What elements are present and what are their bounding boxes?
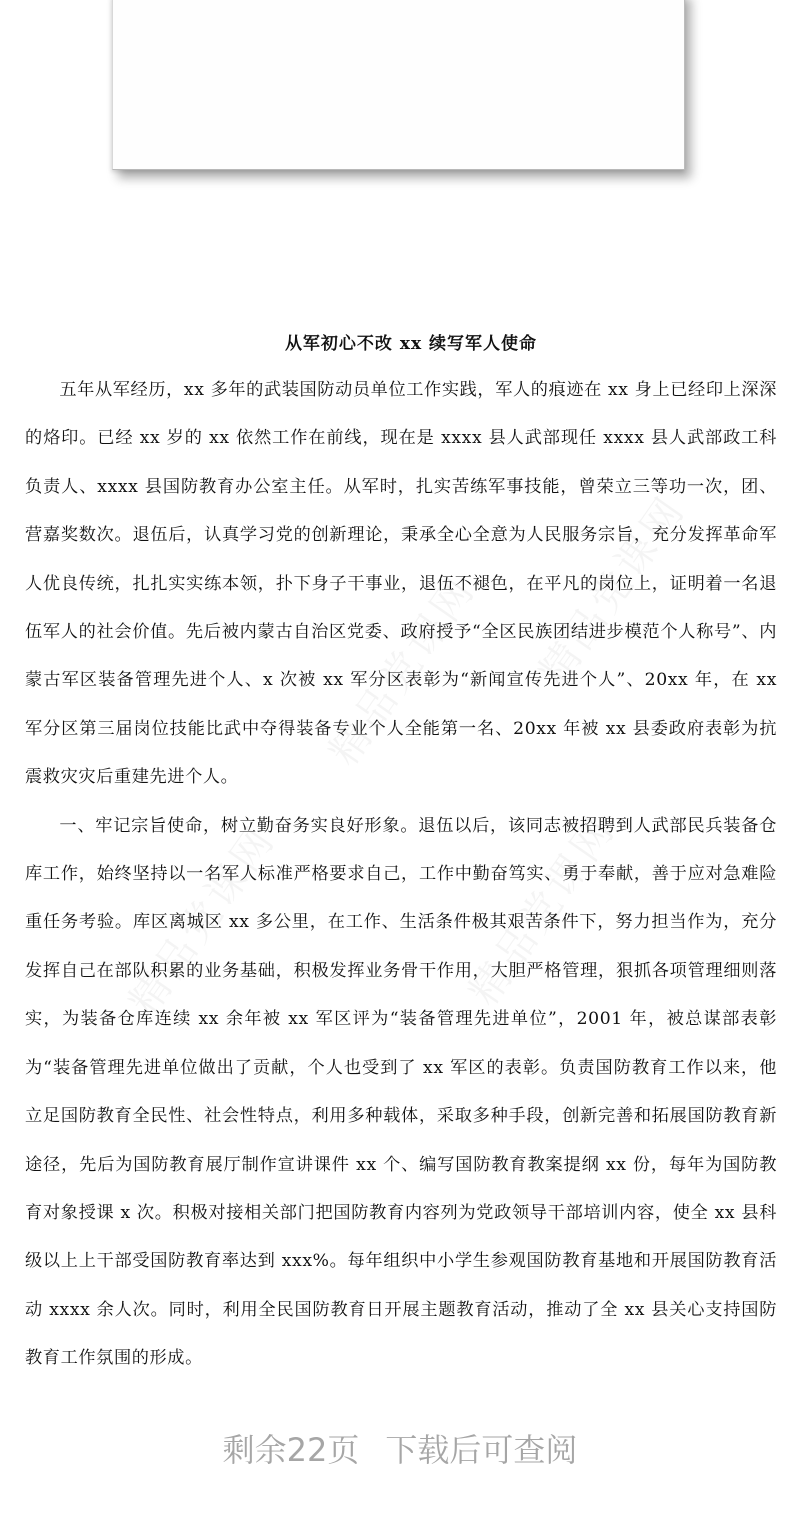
document-title: 从军初心不改 xx 续写军人使命 (284, 334, 538, 354)
download-prompt[interactable] (0, 1425, 800, 1471)
paragraph-section-one: 一、牢记宗旨使命，树立勤奋务实良好形象。退伍以后，该同志被招聘到人武部民兵装备仓库工作，始终坚持以一名军人标准严格要求自己，工作中勤奋笃实、勇于奉献，善于应对急难险重任务考验。库区离城区 xx 多公里，在工作、生活条件极其艰苦条件下，努力担当作为，充分发挥自己在部队积累的业务基础，积极发挥业务骨干作用，大胆严格管理，狠抓各项管理细则落实，为装备仓库连续 xx 余年被 xx 军区评为“装备管理先进单位”，2001 年，被总谋部表彰为“装备管理先进单位做出了贡献，个人也受到了 xx 军区的表彰。负责国防教育工作以来，他立足国防教育全民性、社会性特点，利用多种载体，采取多种手段，创新完善和拓展国防教育新途径，先后为国防教育展厅制作宣讲课件 xx 个、编写国防教育教案提纲 xx 份，每年为国防教育对象授课 x 次。积极对接相关部门把国防教育内容列为党政领导干部培训内容，使全 xx 县科级以上上干部受国防教育率达到 xxx%。每年组织中小学生参观国防教育基地和开展国防教育活动 xxxx 余人次。同时，利用全民国防教育日开展主题教育活动，推动了全 xx 县关心支持国防教育工作氛围的形成。 (25, 815, 777, 1369)
paragraph-intro: 五年从军经历，xx 多年的武装国防动员单位工作实践，军人的痕迹在 xx 身上已经印上深深的烙印。已经 xx 岁的 xx 依然工作在前线，现在是 xxxx 县人武部现任 xxxx 县人武部政工科负责人、xxxx 县国防教育办公室主任。从军时，扎实苦练军事技能，曾荣立三等功一次，团、营嘉奖数次。退伍后，认真学习党的创新理论，秉承全心全意为人民服务宗旨，充分发挥革命军人优良传统，扎扎实实练本领，扑下身子干事业，退伍不褪色，在平凡的岗位上，证明着一名退伍军人的社会价值。先后被内蒙古自治区党委、政府授予“全区民族团结进步模范个人称号”、内蒙古军区装备管理先进个人、x 次被 xx 军分区表彰为“新闻宣传先进个人”、20xx 年，在 xx 军分区第三届岗位技能比武中夺得装备专业个人全能第一名、20xx 年被 xx 县委政府表彰为抗震救灾灾后重建先进个人。 (25, 380, 777, 788)
document-body (25, 322, 777, 1383)
previous-page-card (112, 0, 685, 170)
remaining-pages-label: 剩余22页 (222, 1431, 360, 1469)
download-hint-label: 下载后可查阅 (385, 1431, 578, 1469)
